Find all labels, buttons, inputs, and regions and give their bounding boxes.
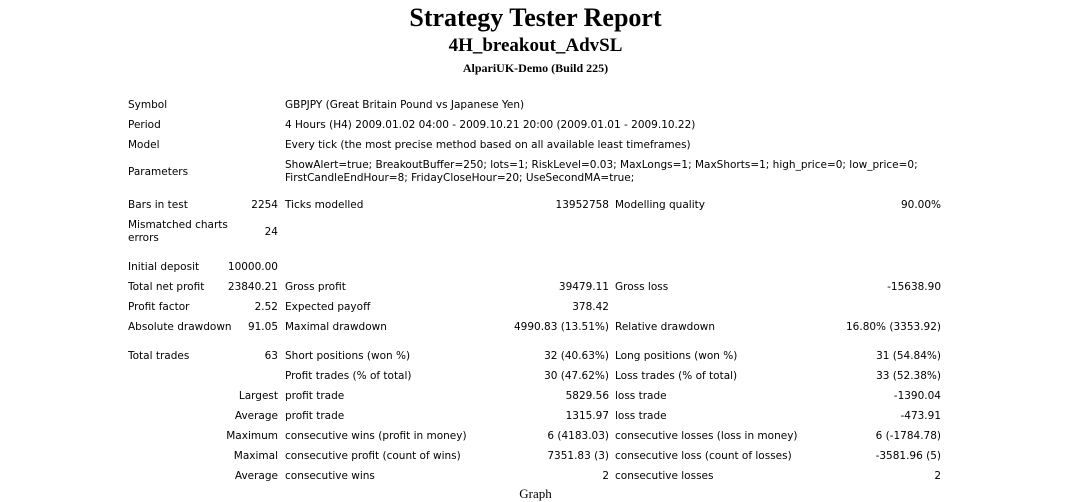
gross-profit-label: Gross profit (285, 281, 346, 293)
max-consecutive-losses-label: consecutive losses (loss in money) (615, 430, 798, 442)
parameters-line-1: ShowAlert=true; BreakoutBuffer=250; lots=1; RiskLevel=0.03; MaxLongs=1; MaxShorts=1; high_price=0; low_price=0; (285, 159, 918, 171)
average-consecutive-wins-value: 2 (602, 470, 609, 482)
average-loss-trade-label: loss trade (615, 410, 667, 422)
largest-profit-trade-value: 5829.56 (565, 390, 609, 402)
relative-drawdown-value: 16.80% (3353.92) (846, 321, 941, 333)
average-consecutive-label: Average (234, 470, 278, 482)
maximal-consecutive-profit-label: consecutive profit (count of wins) (285, 450, 461, 462)
max-consecutive-losses-value: 6 (-1784.78) (875, 430, 941, 442)
bars-value: 2254 (251, 199, 278, 211)
parameters-label: Parameters (128, 166, 189, 178)
largest-loss-trade-label: loss trade (615, 390, 667, 402)
deposit-label: Initial deposit (128, 261, 200, 273)
loss-trades-label: Loss trades (% of total) (615, 370, 738, 382)
average-consecutive-losses-value: 2 (934, 470, 941, 482)
average-consecutive-wins-label: consecutive wins (285, 470, 375, 482)
maximal-consecutive-loss-label: consecutive loss (count of losses) (615, 450, 792, 462)
average-profit-trade-value: 1315.97 (565, 410, 609, 422)
ticks-value: 13952758 (555, 199, 609, 211)
average-loss-trade-value: -473.91 (900, 410, 941, 422)
parameters-line-2: FirstCandleEndHour=8; FridayCloseHour=20; UseSecondMA=true; (285, 172, 635, 184)
profit-trades-label: Profit trades (% of total) (285, 370, 412, 382)
long-positions-value: 31 (54.84%) (876, 350, 941, 362)
maximum-label: Maximum (226, 430, 278, 442)
graph-heading: Graph (519, 486, 552, 501)
long-positions-label: Long positions (won %) (615, 350, 738, 362)
expected-payoff-label: Expected payoff (285, 301, 371, 313)
model-label: Model (128, 139, 160, 151)
mismatch-label-1: Mismatched charts (128, 219, 228, 231)
relative-drawdown-label: Relative drawdown (615, 321, 716, 333)
expected-payoff-value: 378.42 (572, 301, 609, 313)
mismatch-label-2: errors (128, 232, 159, 244)
maximal-drawdown-label: Maximal drawdown (285, 321, 387, 333)
period-value: 4 Hours (H4) 2009.01.02 04:00 - 2009.10.21 20:00 (2009.01.01 - 2009.10.22) (285, 119, 696, 131)
total-trades-value: 63 (264, 350, 278, 362)
largest-profit-trade-label: profit trade (285, 390, 345, 402)
loss-trades-value: 33 (52.38%) (876, 370, 941, 382)
absolute-drawdown-label: Absolute drawdown (128, 321, 232, 333)
maximal-consecutive-profit-value: 7351.83 (3) (547, 450, 609, 462)
quality-value: 90.00% (900, 199, 941, 211)
profit-trades-value: 30 (47.62%) (544, 370, 609, 382)
largest-loss-trade-value: -1390.04 (893, 390, 941, 402)
model-value: Every tick (the most precise method based on all available least timeframes) (285, 139, 691, 151)
total-trades-label: Total trades (128, 350, 190, 362)
deposit-value: 10000.00 (227, 261, 278, 273)
net-profit-label: Total net profit (128, 281, 205, 293)
expert-name: 4H_breakout_AdvSL (448, 35, 623, 56)
maximal-drawdown-value: 4990.83 (13.51%) (514, 321, 609, 333)
quality-label: Modelling quality (615, 199, 705, 211)
short-positions-label: Short positions (won %) (285, 350, 411, 362)
net-profit-value: 23840.21 (227, 281, 278, 293)
short-positions-value: 32 (40.63%) (544, 350, 609, 362)
maximal-label: Maximal (233, 450, 278, 462)
period-label: Period (128, 119, 161, 131)
average-consecutive-losses-label: consecutive losses (615, 470, 714, 482)
report-title: Strategy Tester Report (409, 3, 662, 32)
gross-loss-label: Gross loss (615, 281, 669, 293)
mismatch-value: 24 (264, 226, 278, 238)
symbol-value: GBPJPY (Great Britain Pound vs Japanese Yen) (285, 99, 525, 111)
server-build: AlpariUK-Demo (Build 225) (462, 61, 609, 75)
gross-profit-value: 39479.11 (558, 281, 609, 293)
absolute-drawdown-value: 91.05 (247, 321, 278, 333)
max-consecutive-wins-label: consecutive wins (profit in money) (285, 430, 467, 442)
average-profit-trade-label: profit trade (285, 410, 345, 422)
profit-factor-value: 2.52 (254, 301, 278, 313)
symbol-label: Symbol (128, 99, 168, 111)
gross-loss-value: -15638.90 (887, 281, 941, 293)
max-consecutive-wins-value: 6 (4183.03) (547, 430, 609, 442)
maximal-consecutive-loss-value: -3581.96 (5) (875, 450, 941, 462)
ticks-label: Ticks modelled (285, 199, 364, 211)
bars-label: Bars in test (128, 199, 188, 211)
profit-factor-label: Profit factor (128, 301, 190, 313)
largest-label: Largest (238, 390, 278, 402)
average-label: Average (234, 410, 278, 422)
